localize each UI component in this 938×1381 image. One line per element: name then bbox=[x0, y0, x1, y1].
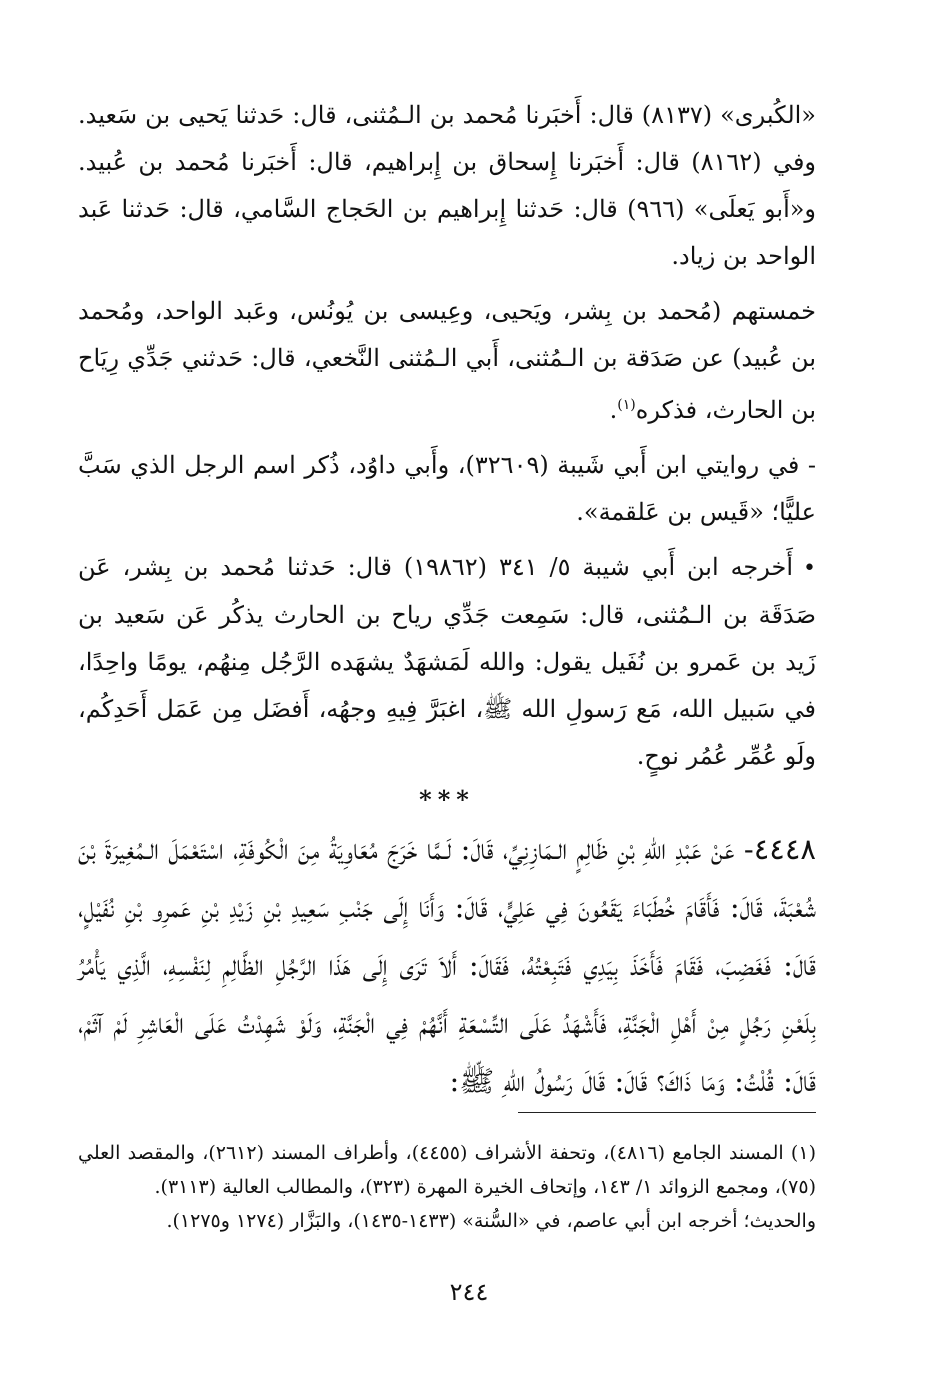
footnote-divider bbox=[518, 1112, 816, 1113]
paragraph-sources-2-text: خمستهم (مُحمد بن بِشر، ويَحيى، وعِيسى بن يُونُس، وعَبد الواحد، ومُحمد بن عُبيد) عن صَدَقة بن الـمُثنى، أَبي الـمُثنى النَّخعي، قال: حَدثني جَدِّي رِيَاح بن الحارث، فذكره bbox=[78, 297, 816, 424]
paragraph-takhrij-text: أَخرجه ابن أَبي شيبة ٥/ ٣٤١ (١٩٨٦٢) قال: حَدثنا مُحمد بن بِشر، عَن صَدَقَة بن الـمُثنى، قال: سَمِعت جَدِّي رياح بن الحارث يذكُر عَن سَعيد بن زَيد بن عَمرو بن نُفَيل يقول: والله لَمَشهَدٌ يشهَده الرَّجُل مِنهُم، يومًا واحِدًا، في سَبيل الله، مَع رَسولِ الله ﷺ، اغبَرَّ فِيهِ وجهُه، أَفضَل مِن عَمَل أَحَدِكُم، ولَو عُمِّر عُمُر نوحٍ. bbox=[78, 553, 816, 770]
paragraph-variant-note: - في روايتي ابن أَبي شَيبة (٣٢٦٠٩)، وأَبي داوُد، ذُكر اسم الرجل الذي سَبَّ عليًّا؛ «قَيس بن عَلقمة». bbox=[78, 451, 816, 526]
footnote-1: (١) المسند الجامع (٤٨١٦)، وتحفة الأشراف (٤٤٥٥)، وأطراف المسند (٢٦١٢)، والمقصد العلي (٧٥)، ومجمع الزوائد ١/ ١٤٣، وإتحاف الخيرة المهرة (٣٢٣)، والمطالب العالية (٣١١٣). bbox=[78, 1142, 816, 1198]
page-number: ٢٤٤ bbox=[449, 1278, 489, 1306]
hadith-text: ٤٤٤٨- عَنْ عَبْدِ اللهِ بْنِ ظَالِمٍ الـمَازِنِيِّ، قَالَ: لَـمَّا خَرَجَ مُعَاوِيَةُ مِنَ الْكُوفَةِ، اسْتَعْمَلَ الـمُغِيرَةَ بْنَ شُعْبَةَ، قَالَ: فَأَقَامَ خُطَبَاءَ يَقَعُونَ فِي عَلِيٍّ، قَالَ: وَأَنَا إِلَى جَنْبِ سَعِيدِ بْنِ زَيْدِ بْنِ عَمرِو بْنِ نُفَيْلٍ، قَالَ: فَغَضِبَ، فَقَامَ فَأَخَذَ بِيَدِي فَتَبِعْتُهُ، فَقَالَ: أَلاَ تَرَى إِلَى هَذَا الرَّجُلِ الظَّالِمِ لِنَفْسِهِ، الَّذِي يَأْمُرُ بِلَعْنِ رَجُلٍ مِنْ أَهْلِ الْجَنَّةِ، فَأَشْهَدُ عَلَى التِّسْعَةِ أَنَّهُمْ فِي الْجَنَّةِ، وَلَوْ شَهِدْتُ عَلَى الْعَاشِرِ لَمْ آثَمْ، قَالَ: قُلْتُ: وَمَا ذَاكَ؟ قَالَ: قَالَ رَسُولُ اللهِ ﷺ: bbox=[78, 832, 816, 1098]
section-separator: *** bbox=[419, 785, 475, 814]
bullet-icon: • bbox=[803, 556, 816, 581]
footnote-1-continued: والحديث؛ أخرجه ابن أبي عاصم، في «السُّنة» (١٤٣٣-١٤٣٥)، والبَزَّار (١٢٧٤ و١٢٧٥). bbox=[166, 1210, 816, 1232]
main-text bbox=[78, 92, 816, 1110]
paragraph-takhrij bbox=[78, 544, 816, 780]
paragraph-sources-1: «الكُبرى» (٨١٣٧) قال: أَخبَرنا مُحمد بن الـمُثنى، قال: حَدثنا يَحيى بن سَعيد. وفي (٨١٦٢) قال: أَخبَرنا إِسحاق بن إِبراهيم، قال: أَخبَرنا مُحمد بن عُبيد. و«أَبو يَعلَى» (٩٦٦) قال: حَدثنا إِبراهيم بن الحَجاج السَّامي، قال: حَدثنا عَبد الواحد بن زياد. bbox=[78, 101, 817, 270]
footnote-reference: (١) bbox=[617, 397, 636, 413]
footnotes bbox=[78, 1136, 816, 1238]
paragraph-sources-2-end: . bbox=[609, 396, 618, 424]
paragraph-sources-2 bbox=[78, 288, 816, 434]
